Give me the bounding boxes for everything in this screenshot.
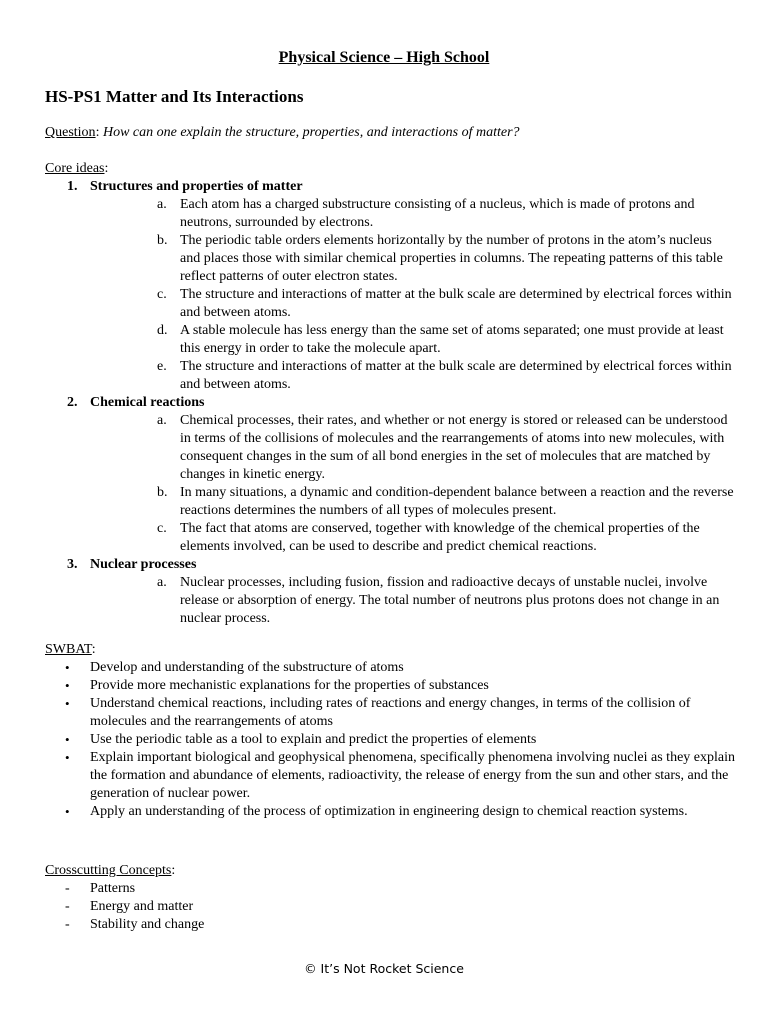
subitem-text: The structure and interactions of matter at the bulk scale are determined by electrical forces within and between atoms. [180, 287, 732, 320]
core-idea-item [45, 556, 735, 628]
core-idea-subitem [90, 358, 735, 394]
core-idea-item [45, 178, 735, 394]
crosscutting-item-text: Patterns [90, 881, 136, 896]
crosscutting-item-text: Stability and change [90, 917, 205, 932]
subitem-text: The fact that atoms are conserved, together with knowledge of the chemical properties of the elements involved, can be used to describe and predict chemical reactions. [180, 521, 700, 554]
swbat-item [45, 731, 735, 749]
crosscutting-item [45, 898, 735, 916]
bullet-icon: • [65, 660, 70, 675]
subitem-letter: a. [157, 197, 167, 212]
core-ideas-colon: : [104, 161, 109, 176]
subitem-text: Nuclear processes, including fusion, fission and radioactive decays of unstable nuclei, involve release or absorption of energy. The total number of neutrons plus protons does not change in an nuclear process. [180, 575, 720, 626]
subitem-letter: b. [157, 233, 168, 248]
subitem-text: Chemical processes, their rates, and whether or not energy is stored or released can be understood in terms of the collisions of molecules and the rearrangements of atoms into new molecules, with consequent changes in the sum of all bond energies in the set of molecules that are matched by changes in kinetic energy. [180, 413, 728, 482]
swbat-section [45, 641, 735, 821]
core-idea-item [45, 394, 735, 556]
swbat-item [45, 749, 735, 803]
swbat-item-text: Develop and understanding of the substructure of atoms [90, 660, 404, 675]
core-idea-subitem [90, 286, 735, 322]
core-idea-number: 1. [67, 179, 78, 194]
core-idea-sublist [90, 412, 735, 556]
core-idea-subitem [90, 484, 735, 520]
crosscutting-list [45, 880, 735, 934]
dash-icon: - [65, 917, 70, 932]
crosscutting-item [45, 880, 735, 898]
subitem-text: The structure and interactions of matter at the bulk scale are determined by electrical forces within and between atoms. [180, 359, 732, 392]
subitem-letter: d. [157, 323, 168, 338]
subitem-letter: b. [157, 485, 168, 500]
swbat-item [45, 803, 735, 821]
question-label: Question [45, 125, 96, 140]
crosscutting-label: Crosscutting Concepts [45, 863, 172, 878]
swbat-heading [45, 641, 735, 659]
crosscutting-heading [45, 862, 735, 880]
swbat-colon: : [91, 642, 96, 657]
subitem-letter: a. [157, 575, 167, 590]
subitem-text: Each atom has a charged substructure consisting of a nucleus, which is made of protons and neutrons, surrounded by electrons. [180, 197, 695, 230]
core-idea-subitem [90, 412, 735, 484]
swbat-item-text: Understand chemical reactions, including rates of reactions and energy changes, in terms of the collision of molecules and the rearrangements of atoms [90, 696, 691, 729]
swbat-label: SWBAT [45, 642, 92, 657]
swbat-item [45, 695, 735, 731]
crosscutting-item-text: Energy and matter [90, 899, 194, 914]
subitem-text: A stable molecule has less energy than the same set of atoms separated; one must provide at least this energy in order to take the molecule apart. [180, 323, 724, 356]
swbat-item-text: Use the periodic table as a tool to explain and predict the properties of elements [90, 732, 537, 747]
question-text: How can one explain the structure, properties, and interactions of matter? [102, 125, 520, 140]
bullet-icon: • [65, 696, 70, 711]
swbat-list [45, 659, 735, 821]
core-idea-number: 3. [67, 557, 78, 572]
subitem-letter: c. [157, 521, 167, 536]
question-colon: : [95, 125, 103, 140]
bullet-icon: • [65, 678, 70, 693]
core-ideas-list [45, 178, 735, 628]
core-idea-sublist [90, 196, 735, 394]
dash-icon: - [65, 881, 70, 896]
copyright-footer: © It’s Not Rocket Science [304, 961, 464, 976]
swbat-item [45, 677, 735, 695]
standard-heading: HS-PS1 Matter and Its Interactions [45, 87, 304, 106]
core-idea-subitem [90, 574, 735, 628]
swbat-item [45, 659, 735, 677]
core-idea-sublist [90, 574, 735, 628]
dash-icon: - [65, 899, 70, 914]
core-ideas-section [45, 160, 735, 628]
bullet-icon: • [65, 732, 70, 747]
core-idea-subitem [90, 196, 735, 232]
crosscutting-section [45, 862, 735, 934]
core-ideas-label: Core ideas [45, 161, 105, 176]
core-idea-title: Chemical reactions [90, 395, 205, 410]
core-idea-subitem [90, 520, 735, 556]
swbat-item-text: Provide more mechanistic explanations for the properties of substances [90, 678, 489, 693]
page-title: Physical Science – High School [278, 49, 490, 66]
core-idea-number: 2. [67, 395, 78, 410]
swbat-item-text: Explain important biological and geophysical phenomena, specifically phenomena involving nuclei as they explain the formation and abundance of elements, radioactivity, the release of energy from the sun and other stars, and the generation of nuclear power. [90, 750, 735, 801]
crosscutting-item [45, 916, 735, 934]
core-idea-title: Structures and properties of matter [90, 179, 303, 194]
core-idea-title: Nuclear processes [90, 557, 197, 572]
subitem-text: The periodic table orders elements horizontally by the number of protons in the atom’s nucleus and places those with similar chemical properties in columns. The repeating patterns of this table reflect patterns of outer electron states. [180, 233, 723, 284]
swbat-item-text: Apply an understanding of the process of optimization in engineering design to chemical reaction systems. [90, 804, 688, 819]
subitem-letter: e. [157, 359, 167, 374]
subitem-letter: a. [157, 413, 167, 428]
core-idea-subitem [90, 322, 735, 358]
crosscutting-colon: : [171, 863, 176, 878]
bullet-icon: • [65, 750, 70, 765]
question-line [45, 124, 520, 142]
subitem-text: In many situations, a dynamic and condition-dependent balance between a reaction and the reverse reactions determines the numbers of all types of molecules present. [180, 485, 734, 518]
core-idea-subitem [90, 232, 735, 286]
subitem-letter: c. [157, 287, 167, 302]
bullet-icon: • [65, 804, 70, 819]
core-ideas-heading [45, 160, 735, 178]
